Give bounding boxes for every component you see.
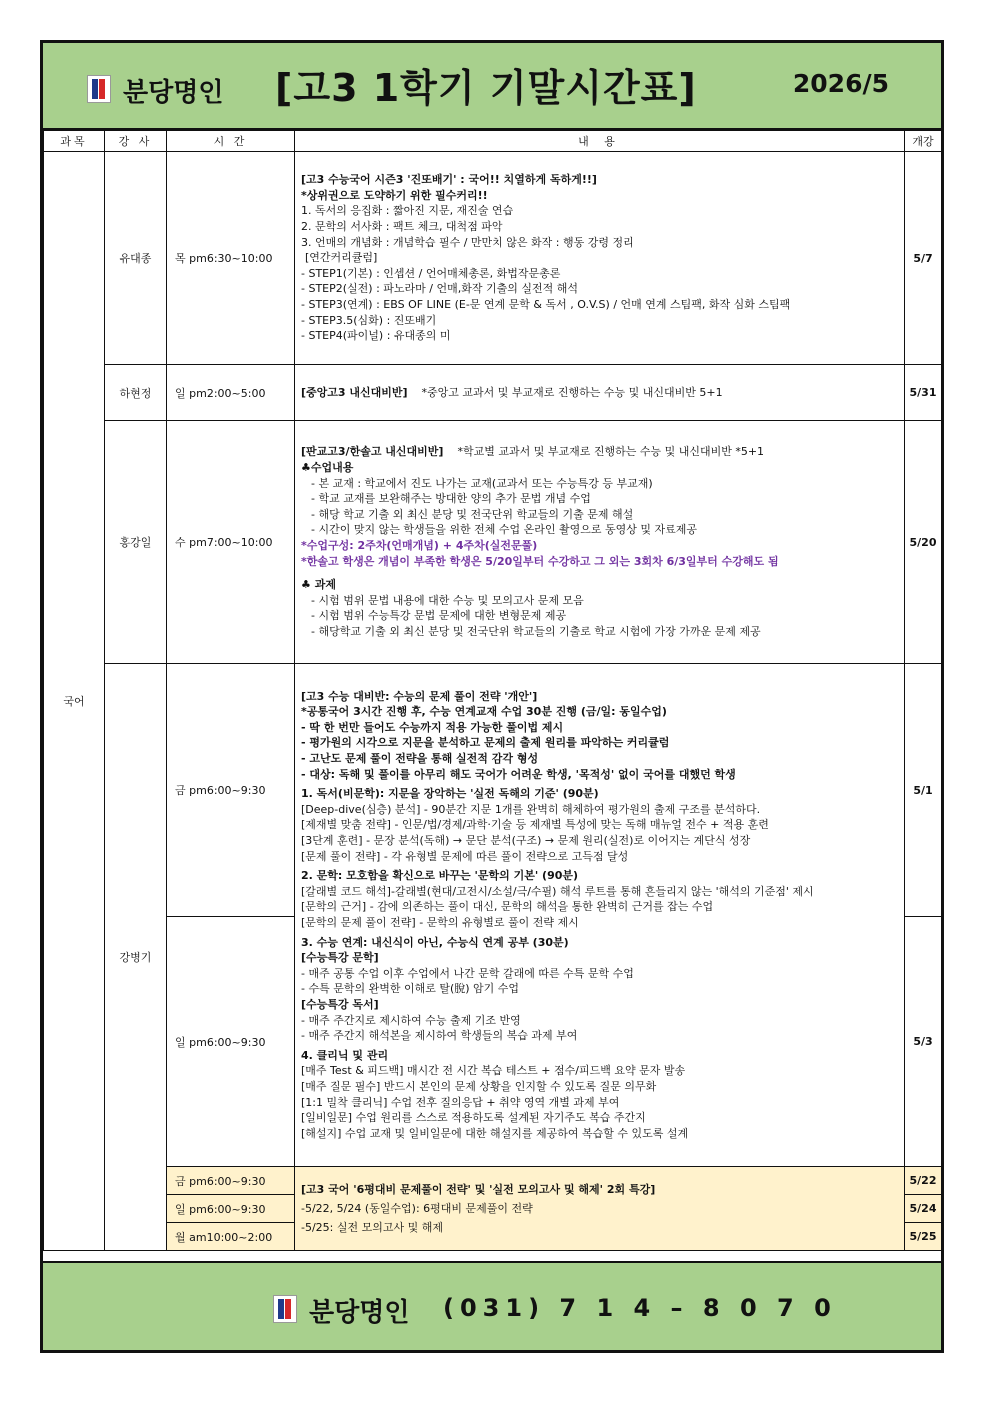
content-line: - 시험 범위 문법 내용에 대한 수능 및 모의고사 문제 모음 [311, 593, 584, 607]
header-date: 2026/5 [792, 69, 889, 98]
content-line: [수능특강 문학] [301, 951, 379, 965]
teacher-cell: 유대종 [105, 152, 167, 365]
content-line: - 딱 한 번만 들어도 수능까지 적용 가능한 풀이법 제시 [301, 720, 564, 734]
header-brand: 분당명인 [123, 78, 224, 108]
time-cell: 금 pm6:00~9:30 [167, 664, 295, 917]
content-line: -5/22, 5/24 (동일수업): 6평대비 문제풀이 전략 [301, 1202, 533, 1215]
content-line: - 수특 문학의 완벽한 이해로 탈(脫) 암기 수업 [301, 982, 520, 996]
start-date-cell: 5/1 [905, 664, 942, 917]
table-row [44, 365, 942, 421]
start-date-cell: 5/31 [905, 365, 942, 421]
table-row [44, 664, 942, 917]
content-line: [수능특강 독서] [301, 997, 379, 1011]
start-date-cell: 5/24 [905, 1195, 942, 1223]
time-cell: 일 pm6:00~9:30 [167, 1195, 295, 1223]
schedule-table [43, 130, 942, 1251]
start-date-cell: 5/7 [905, 152, 942, 365]
course-title: [판교고3/한솔고 내신대비반] [301, 445, 444, 459]
table-row [44, 421, 942, 664]
content-line: [1:1 밀착 클리닉] 수업 전후 질의응답 + 취약 영역 개별 과제 부여 [301, 1095, 620, 1109]
content-line: ♣ 과제 [301, 578, 336, 592]
content-line: - 매주 주간지로 제시하여 수능 출제 기조 반영 [301, 1013, 521, 1027]
content-line: - 대상: 독해 및 풀이를 아무리 해도 국어가 어려운 학생, '목적성' 없이 국어를 대했던 학생 [301, 767, 736, 781]
content-line: [Deep-dive(심층) 분석] - 90분간 지문 1개를 완벽히 해체하여 평가원의 출제 구조를 분석하다. [301, 802, 761, 816]
time-cell: 수 pm7:00~10:00 [167, 421, 295, 664]
col-header-teacher: 강 사 [105, 131, 167, 152]
content-line: *상위권으로 도약하기 위한 필수커리!! [301, 188, 488, 202]
content-line: - 시간이 맞지 않는 학생들을 위한 전체 수업 온라인 촬영으로 동영상 및 자료제공 [311, 523, 697, 537]
phone-number: (031) 7 1 4 – 8 0 7 0 [443, 1294, 837, 1322]
content-cell [295, 365, 905, 421]
content-line: *한솔고 학생은 개념이 부족한 학생은 5/20일부터 수강하고 그 외는 3회차 6/3일부터 수강해도 됨 [301, 554, 779, 568]
content-cell [295, 421, 905, 664]
start-date-cell: 5/20 [905, 421, 942, 664]
content-line: [문제 풀이 전략] - 각 유형별 문제에 따른 풀이 전략으로 고득점 달성 [301, 849, 629, 863]
content-line: - 매주 주간지 해석본을 제시하여 학생들의 복습 과제 부여 [301, 1029, 578, 1043]
content-line: - 시험 범위 수능특강 문법 문제에 대한 변형문제 제공 [311, 609, 567, 623]
content-line: - 본 교재 : 학교에서 진도 나가는 교재(교과서 또는 수능특강 등 부교재) [311, 476, 653, 490]
content-line: 3. 언매의 개념화 : 개념학습 필수 / 만만치 않은 화작 : 행동 강령 정리 [301, 235, 634, 249]
content-line: 3. 수능 연계: 내신식이 아닌, 수능식 연계 공부 (30분) [301, 935, 569, 949]
page-title: [고3 1학기 기말시간표] [275, 66, 697, 110]
content-line: [해설지] 수업 교재 및 일비일문에 대한 해설지를 제공하여 복습할 수 있도록 설계 [301, 1126, 689, 1140]
content-cell [295, 664, 905, 1167]
content-line: - STEP1(기본) : 인셉션 / 언어매체총론, 화법작문총론 [301, 266, 561, 280]
content-line: *공통국어 3시간 진행 후, 수능 연계교재 수업 30분 진행 (금/일: 동일수업) [301, 705, 667, 719]
content-line: *수업구성: 2주차(언매개념) + 4주차(실전문풀) [301, 539, 538, 552]
footer-banner [43, 1261, 941, 1350]
time-cell: 일 pm6:00~9:30 [167, 917, 295, 1167]
col-header-subject: 과목 [44, 131, 105, 152]
course-note: *중앙고 교과서 및 부교재로 진행하는 수능 및 내신대비반 5+1 [421, 385, 723, 399]
table-header-row [44, 131, 942, 152]
content-line: -5/25: 실전 모의고사 및 해제 [301, 1221, 443, 1234]
time-cell: 목 pm6:30~10:00 [167, 152, 295, 365]
timetable-frame [40, 40, 944, 1353]
col-header-time: 시 간 [167, 131, 295, 152]
content-line: [갈래별 코드 해석]-갈래별(현대/고전시/소설/극/수필) 해석 루트를 통해 흔들리지 않는 '해석의 기준점' 제시 [301, 884, 814, 898]
content-line: - 매주 공통 수업 이후 수업에서 나간 문학 갈래에 따른 수특 문학 수업 [301, 966, 634, 980]
content-line: - STEP3.5(심화) : 진또배기 [301, 313, 437, 327]
teacher-cell: 하현정 [105, 365, 167, 421]
content-line: 2. 문학: 모호함을 확신으로 바꾸는 '문학의 기본' (90분) [301, 869, 579, 883]
content-line: 1. 독서의 응집화 : 짧아진 지문, 재진술 연습 [301, 204, 514, 218]
start-date-cell: 5/25 [905, 1223, 942, 1251]
academy-logo-icon [87, 75, 111, 103]
content-line: ♣수업내용 [301, 461, 354, 475]
header-banner [43, 43, 941, 130]
course-title: [고3 수능국어 시즌3 '진또배기' : 국어!! 치열하게 독하게!!] [301, 173, 597, 187]
content-line: [매주 질문 필수] 반드시 본인의 문제 상황을 인지할 수 있도록 질문 의무화 [301, 1079, 657, 1093]
col-header-start: 개강 [905, 131, 942, 152]
content-line: - STEP3(연계) : EBS OF LINE (E-문 연계 문학 & 독서 , O.V.S) / 언매 연계 스팀팩, 화작 심화 스팀팩 [301, 297, 791, 311]
content-line: - STEP4(파이널) : 유대종의 미 [301, 329, 451, 343]
course-title: [고3 국어 '6평대비 문제풀이 전략' 및 '실전 모의고사 및 해제' 2회 특강] [301, 1183, 656, 1196]
course-note: *학교별 교과서 및 부교재로 진행하는 수능 및 내신대비반 *5+1 [457, 445, 765, 459]
content-line: [문학의 문제 풀이 전략] - 문학의 유형별로 풀이 전략 제시 [301, 916, 579, 929]
time-cell: 일 pm2:00~5:00 [167, 365, 295, 421]
table-row [44, 1167, 942, 1195]
content-line: - STEP2(실전) : 파노라마 / 언매,화작 기출의 실전적 해석 [301, 282, 578, 296]
subject-cell: 국어 [44, 152, 105, 1251]
start-date-cell: 5/3 [905, 917, 942, 1167]
content-line: [일비일문] 수업 원리를 스스로 적용하도록 설계된 자기주도 복습 주간지 [301, 1111, 646, 1125]
content-line: [매주 Test & 피드백] 매시간 전 시간 복습 테스트 + 점수/피드백 요약 문자 발송 [301, 1064, 686, 1078]
content-line: - 고난도 문제 풀이 전략을 통해 실전적 감각 형성 [301, 752, 539, 766]
content-line: [제재별 맞춤 전략] - 인문/법/경제/과학·기술 등 제재별 특성에 맞는 독해 매뉴얼 전수 + 적용 훈련 [301, 818, 769, 832]
content-line: - 해당 학교 기출 외 최신 분당 및 전국단위 학교들의 기출 문제 해설 [311, 507, 634, 521]
course-title: [중앙고3 내신대비반] [301, 385, 408, 399]
table-row [44, 152, 942, 365]
special-content-cell [295, 1167, 905, 1251]
content-cell [295, 152, 905, 365]
content-line: 2. 문학의 서사화 : 팩트 체크, 대척점 파악 [301, 220, 503, 234]
start-date-cell: 5/22 [905, 1167, 942, 1195]
teacher-cell: 강병기 [105, 664, 167, 1251]
content-line: - 해당학교 기출 외 최신 분당 및 전국단위 학교들의 기출로 학교 시험에 가장 가까운 문제 제공 [311, 624, 761, 638]
content-line: - 평가원의 시각으로 지문을 분석하고 문제의 출제 원리를 파악하는 커리큘럼 [301, 736, 670, 750]
time-cell: 월 am10:00~2:00 [167, 1223, 295, 1251]
content-line: 4. 클리닉 및 관리 [301, 1048, 389, 1062]
content-line: [3단계 훈련] - 문장 분석(독해) → 문단 분석(구조) → 문제 원리(실전)로 이어지는 계단식 성장 [301, 834, 751, 848]
content-line: [문학의 근거] - 감에 의존하는 풀이 대신, 문학의 해석을 통한 완벽히 근거를 잡는 수업 [301, 900, 714, 914]
academy-logo-icon [273, 1295, 297, 1323]
content-line: - 학교 교재를 보완해주는 방대한 양의 추가 문법 개념 수업 [311, 492, 591, 506]
course-title: [고3 수능 대비반: 수능의 문제 풀이 전략 '개안'] [301, 689, 538, 703]
teacher-cell: 홍강일 [105, 421, 167, 664]
footer-brand: 분당명인 [309, 1298, 410, 1328]
col-header-content: 내 용 [295, 131, 905, 152]
content-line: 1. 독서(비문학): 지문을 장악하는 '실전 독해의 기준' (90분) [301, 787, 599, 801]
time-cell: 금 pm6:00~9:30 [167, 1167, 295, 1195]
content-line: [연간커리큘럼] [305, 251, 378, 265]
